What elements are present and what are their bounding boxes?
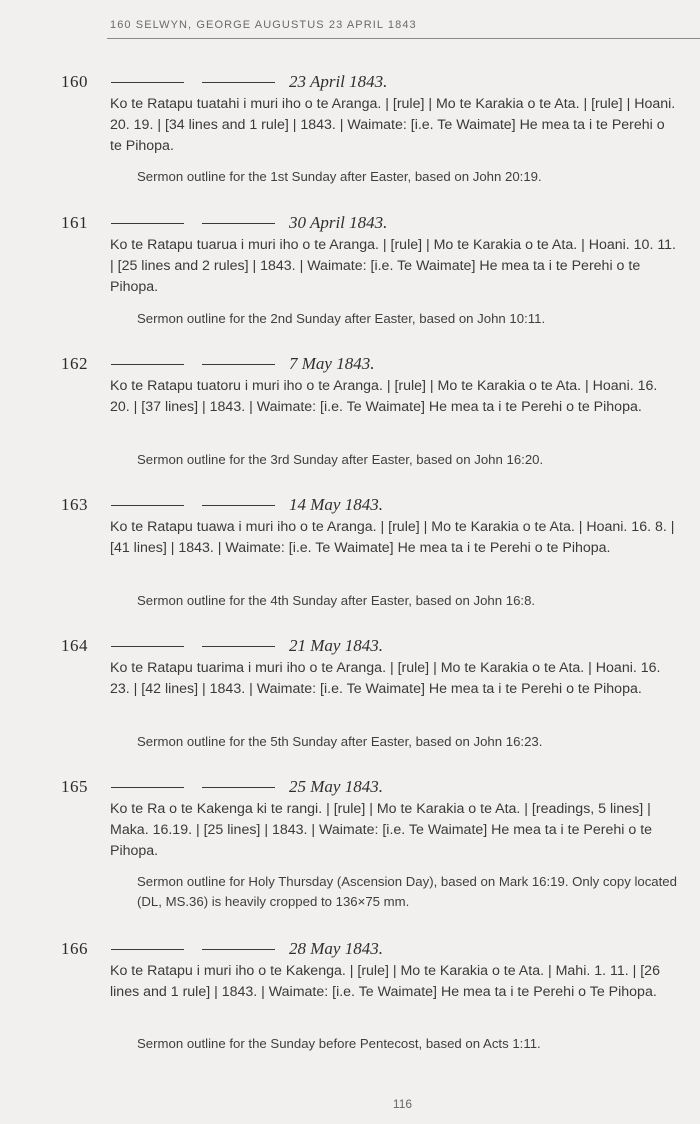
dash-rule bbox=[111, 505, 184, 506]
header-rule bbox=[107, 38, 700, 39]
entry-description: Ko te Ratapu tuatoru i muri iho o te Aranga. | [rule] | Mo te Karakia o te Ata. | Hoani. 16. 20. | [37 lines] | 1843. | Waimate: [i.e. Te Waimate] He mea ta i te Perehi o te Pihopa. bbox=[110, 378, 658, 415]
entry-date: 7 May 1843. bbox=[289, 354, 375, 373]
dash-rule bbox=[111, 223, 184, 224]
entry-note: Sermon outline for Holy Thursday (Ascension Day), based on Mark 16:19. Only copy located (DL, MS.36) is heavily cropped to 136×75 mm. bbox=[137, 874, 677, 909]
entry-date: 21 May 1843. bbox=[289, 636, 383, 655]
entry-date: 25 May 1843. bbox=[289, 777, 383, 796]
dash-rule bbox=[202, 787, 275, 788]
entry-number: 160 bbox=[61, 72, 88, 91]
entry-date: 23 April 1843. bbox=[289, 72, 388, 91]
dash-rule bbox=[111, 646, 184, 647]
entry-note: Sermon outline for the 4th Sunday after Easter, based on John 16:8. bbox=[137, 593, 536, 608]
entry-note: Sermon outline for the Sunday before Pentecost, based on Acts 1:11. bbox=[137, 1036, 541, 1051]
entry-number: 163 bbox=[61, 495, 88, 514]
entry-description: Ko te Ratapu tuawa i muri iho o te Aranga. | [rule] | Mo te Karakia o te Ata. | Hoani. 16. 8. | [41 lines] | 1843. | Waimate: [i.e. Te Waimate] He mea ta i te Perehi o te Pihopa. bbox=[110, 519, 675, 556]
entry-description: Ko te Ratapu i muri iho o te Kakenga. | [rule] | Mo te Karakia o te Ata. | Mahi. 1. 11. | [26 lines and 1 rule] | 1843. | Waimate: [i.e. Te Waimate] He mea ta i te Perehi o Te Pihopa. bbox=[110, 963, 660, 1000]
entry-note: Sermon outline for the 5th Sunday after Easter, based on John 16:23. bbox=[137, 734, 543, 749]
dash-rule bbox=[111, 364, 184, 365]
entry-note: Sermon outline for the 2nd Sunday after Easter, based on John 10:11. bbox=[137, 311, 546, 326]
entry-description: Ko te Ratapu tuarima i muri iho o te Aranga. | [rule] | Mo te Karakia o te Ata. | Hoani. 16. 23. | [42 lines] | 1843. | Waimate: [i.e. Te Waimate] He mea ta i te Perehi o te Pihopa. bbox=[110, 660, 661, 697]
dash-rule bbox=[111, 82, 184, 83]
entry-number: 166 bbox=[61, 939, 88, 958]
entry-date: 28 May 1843. bbox=[289, 939, 383, 958]
dash-rule bbox=[202, 505, 275, 506]
dash-rule bbox=[202, 646, 275, 647]
running-head: 160 SELWYN, GEORGE AUGUSTUS 23 APRIL 1843 bbox=[110, 19, 417, 31]
entry-number: 162 bbox=[61, 354, 88, 373]
entry-description: Ko te Ratapu tuatahi i muri iho o te Aranga. | [rule] | Mo te Karakia o te Ata. | [rule] | Hoani. 20. 19. | [34 lines and 1 rule] | 1843. | Waimate: [i.e. Te Waimate] He mea ta i te Perehi o te Pihopa. bbox=[110, 96, 676, 154]
entry-number: 164 bbox=[61, 636, 88, 655]
dash-rule bbox=[202, 364, 275, 365]
entry-number: 165 bbox=[61, 777, 88, 796]
dash-rule bbox=[202, 82, 275, 83]
entry-note: Sermon outline for the 1st Sunday after Easter, based on John 20:19. bbox=[137, 169, 542, 184]
entry-date: 30 April 1843. bbox=[289, 213, 388, 232]
entry-description: Ko te Ratapu tuarua i muri iho o te Aranga. | [rule] | Mo te Karakia o te Ata. | Hoani. 10. 11. | [25 lines and 2 rules] | 1843. | Waimate: [i.e. Te Waimate] He mea ta i te Perehi o te Pihopa. bbox=[110, 237, 677, 295]
entry-note: Sermon outline for the 3rd Sunday after Easter, based on John 16:20. bbox=[137, 452, 544, 467]
dash-rule bbox=[111, 949, 184, 950]
page-number: 116 bbox=[392, 1097, 413, 1111]
dash-rule bbox=[202, 949, 275, 950]
dash-rule bbox=[202, 223, 275, 224]
entry-number: 161 bbox=[61, 213, 88, 232]
entry-date: 14 May 1843. bbox=[289, 495, 383, 514]
entry-description: Ko te Ra o te Kakenga ki te rangi. | [rule] | Mo te Karakia o te Ata. | [readings, 5 lines] | Maka. 16.19. | [25 lines] | 1843. | Waimate: [i.e. Te Waimate] He mea ta i te Perehi o te Pihopa. bbox=[110, 801, 653, 859]
dash-rule bbox=[111, 787, 184, 788]
